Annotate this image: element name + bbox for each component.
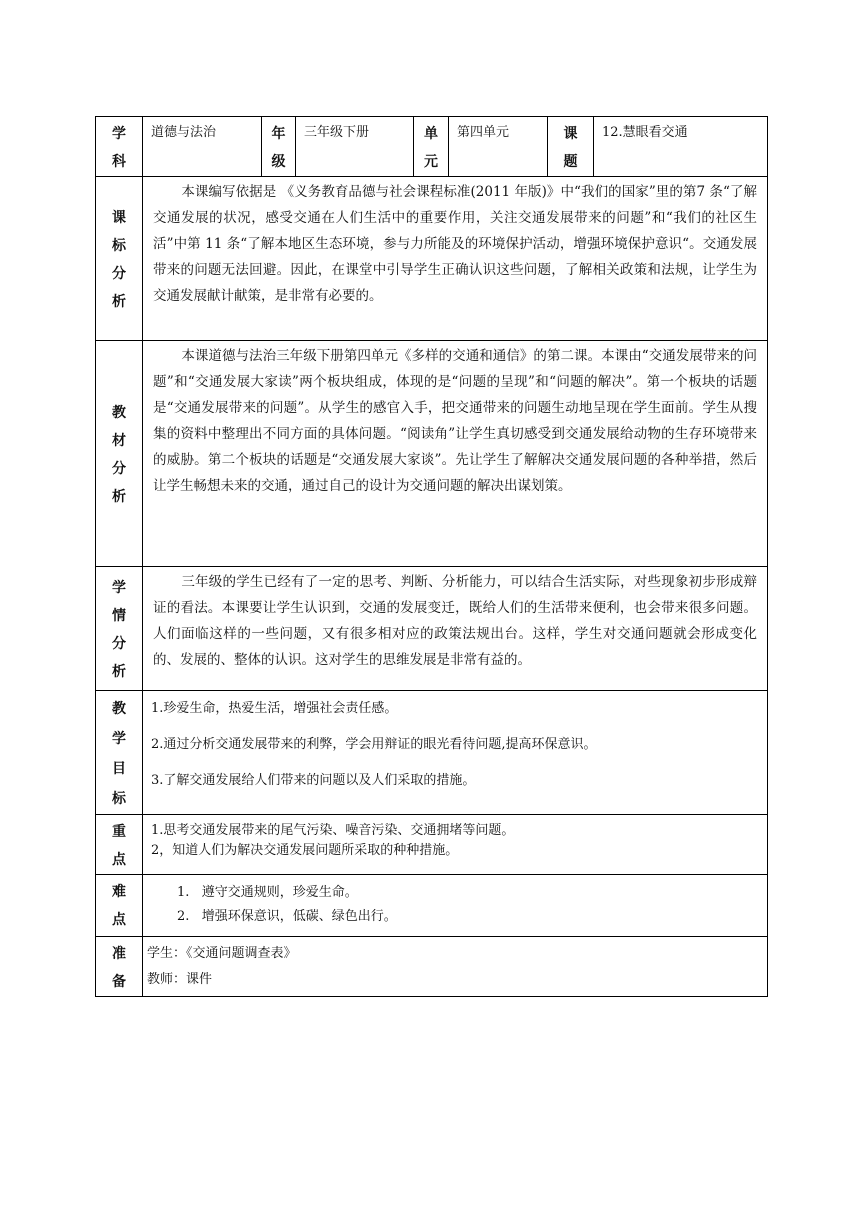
key-point-item: 2，知道人们为解决交通发展问题所采取的种种措施。 [151,843,459,858]
key-points-row [96,815,768,875]
preparation-item: 教师：课件 [147,972,213,987]
lesson-title: 12.慧眼看交通 [594,117,768,177]
preparation-cell [143,937,768,997]
textbook-label: 教 材 分 析 [96,341,143,567]
key-point-item: 1.思考交通发展带来的尾气污染、噪音污染、交通拥堵等问题。 [151,823,515,838]
textbook-row [96,341,768,567]
grade-label: 年 级 [262,117,296,177]
goals-label: 教 学 目 标 [96,691,143,815]
key-points-cell [143,815,768,875]
students-label: 学 情 分 析 [96,567,143,691]
curriculum-label: 课 标 分 析 [96,177,143,341]
goals-cell [143,691,768,815]
difficulty-item: 1. 遵守交通规则，珍爱生命。 [177,885,358,900]
students-row [96,567,768,691]
goals-row [96,691,768,815]
unit-label: 单 元 [414,117,449,177]
goal-item: 1.珍爱生命，热爱生活，增强社会责任感。 [151,701,398,716]
key-points-label: 重 点 [96,815,143,875]
preparation-label: 准 备 [96,937,143,997]
unit-value: 第四单元 [449,117,548,177]
header-row [96,117,768,177]
lesson-label: 课 题 [548,117,594,177]
difficulties-label: 难 点 [96,875,143,937]
goal-item: 2.通过分析交通发展带来的利弊，学会用辩证的眼光看待问题,提高环保意识。 [151,737,597,752]
preparation-item: 学生：《交通问题调查表》 [147,946,297,961]
difficulty-item: 2. 增强环保意识，低碳、绿色出行。 [177,909,397,924]
lesson-plan-table [95,116,768,997]
difficulties-row [96,875,768,937]
goal-item: 3.了解交通发展给人们带来的问题以及人们采取的措施。 [151,773,476,788]
subject-label: 学 科 [96,117,143,177]
difficulties-cell [143,875,768,937]
grade-value: 三年级下册 [296,117,414,177]
curriculum-text: 本课编写依据是 《义务教育品德与社会课程标准(2011 年版)》中“我们的国家”里的第7 条“了解交通发展的状况，感受交通在人们生活中的重要作用，关注交通发展带来的问题”和“我们的社区生活”中第 11 条“了解本地区生态环境，参与力所能及的环境保护活动，增强环境保护意识“。交通发展带来的问题无法回避。因此，在课堂中引导学生正确认识这些问题，了解相关政策和法规，让学生为交通发展献计献策，是非常有必要的。 [143,177,768,341]
textbook-text: 本课道德与法治三年级下册第四单元《多样的交通和通信》的第二课。本课由“交通发展带来的问题”和“交通发展大家读”两个板块组成，体现的是“问题的呈现”和“问题的解决”。第一个板块的话题是“交通发展带来的问题”。从学生的感官入手，把交通带来的问题生动地呈现在学生面前。学生从搜集的资料中整理出不同方面的具体问题。“阅读角”让学生真切感受到交通发展给动物的生存环境带来的威胁。第二个板块的话题是“交通发展大家谈”。先让学生了解解决交通发展问题的各种举措，然后让学生畅想未来的交通，通过自己的设计为交通问题的解决出谋划策。 [143,341,768,567]
curriculum-row [96,177,768,341]
preparation-row [96,937,768,997]
students-text: 三年级的学生已经有了一定的思考、判断、分析能力，可以结合生活实际，对些现象初步形成辩证的看法。本课要让学生认识到，交通的发展变迁，既给人们的生活带来便利，也会带来很多问题。人们面临这样的一些问题，又有很多相对应的政策法规出台。这样，学生对交通问题就会形成变化的、发展的、整体的认识。这对学生的思维发展是非常有益的。 [143,567,768,691]
subject-value: 道德与法治 [143,117,262,177]
